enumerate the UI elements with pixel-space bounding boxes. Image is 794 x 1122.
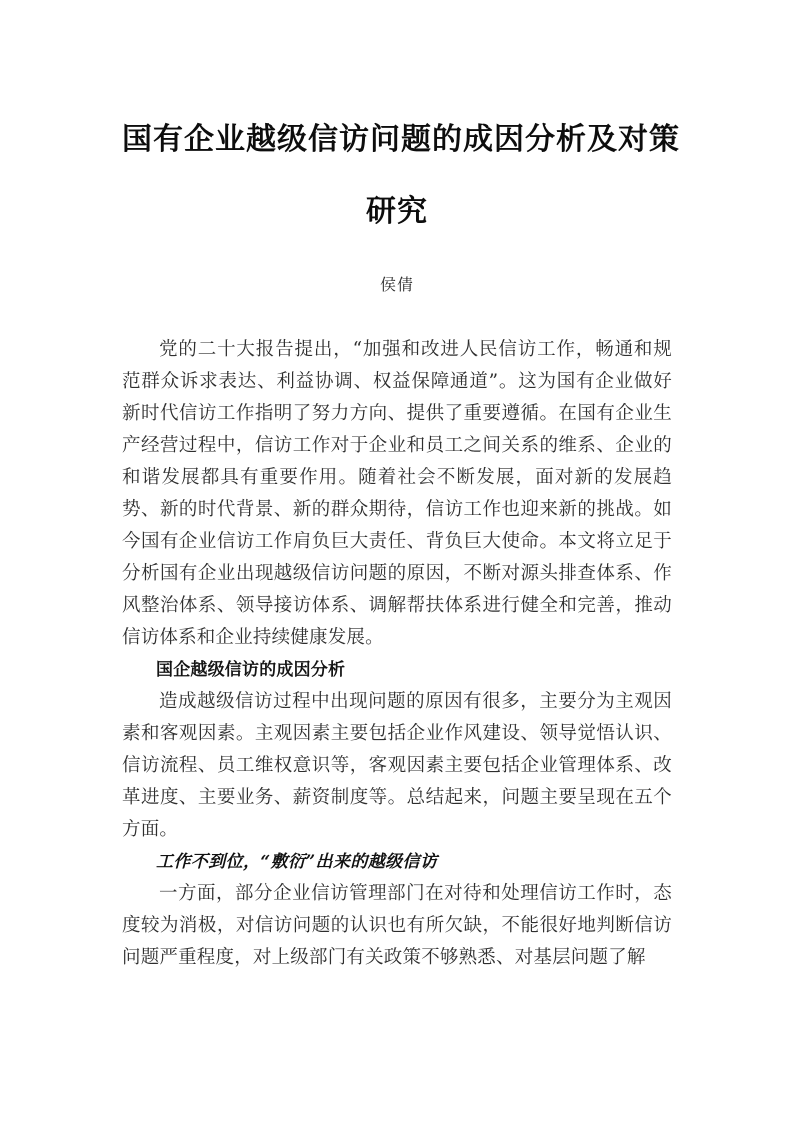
subsection-heading-perfunctory-work: 工作不到位，“敷衍”出来的越级信访 <box>156 852 438 872</box>
body-paragraph-2: 造成越级信访过程中出现问题的原因有很多，主要分为主观因素和客观因素。主观因素主要包括企业作风建设、领导觉悟认识、信访流程、员工维权意识等，客观因素主要包括企业管理体系、改革进度、主要业务、薪资制度等。总结起来，问题主要呈现在五个方面。 <box>122 691 672 840</box>
section-heading-causes: 国企越级信访的成因分析 <box>156 660 346 680</box>
body-paragraph-1: 党的二十大报告提出，“加强和改进人民信访工作，畅通和规范群众诉求表达、利益协调、权益保障通道”。这为国有企业做好新时代信访工作指明了努力方向、提供了重要遵循。在国有企业生产经营过程中，信访工作对于企业和员工之间关系的维系、企业的和谐发展都具有重要作用。随着社会不断发展，面对新的发展趋势、新的时代背景、新的群众期待，信访工作也迎来新的挑战。如今国有企业信访工作肩负巨大责任、背负巨大使命。本文将立足于分析国有企业出现越级信访问题的原因，不断对源头排查体系、作风整治体系、领导接访体系、调解帮扶体系进行健全和完善，推动信访体系和企业持续健康发展。 <box>122 339 672 648</box>
page-title <box>122 104 680 248</box>
author-name: 侯倩 <box>379 275 414 294</box>
body-paragraph-3: 一方面，部分企业信访管理部门在对待和处理信访工作时，态度较为消极，对信访问题的认识也有所欠缺，不能很好地判断信访问题严重程度，对上级部门有关政策不够熟悉、对基层问题了解 <box>122 883 672 968</box>
document-content <box>122 0 680 974</box>
page-title-line-1: 国有企业越级信访问题的成因分析及对策 <box>122 122 680 157</box>
page-title-line-2: 研究 <box>366 194 428 229</box>
